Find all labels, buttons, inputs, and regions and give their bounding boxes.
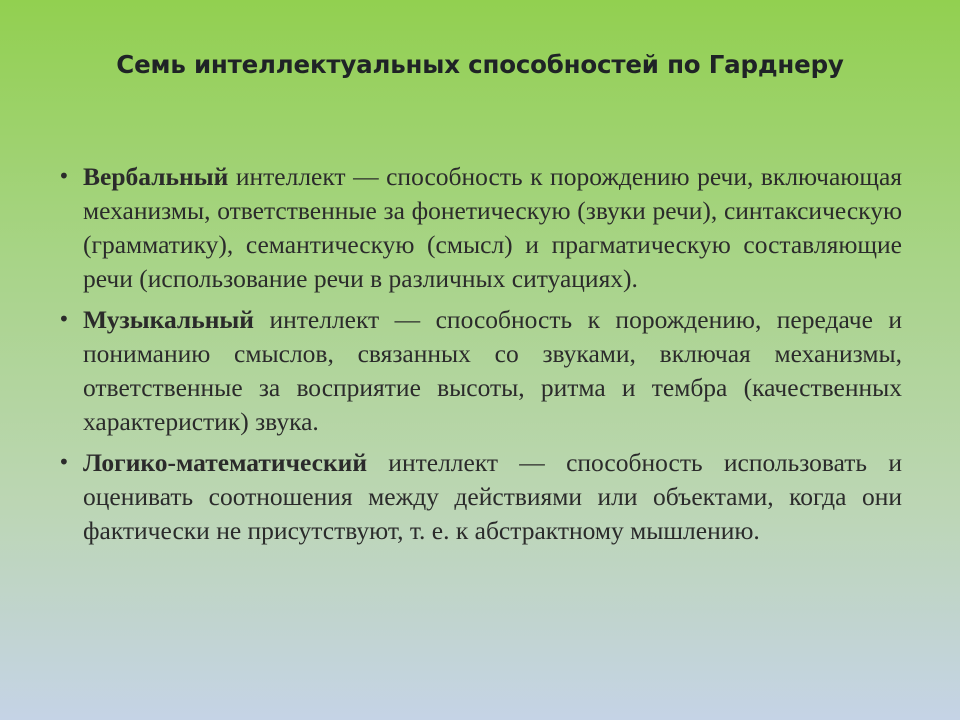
bullet-item-logical-mathematical <box>56 446 902 548</box>
bullet-term: Вербальный <box>83 162 229 191</box>
bullet-text: интеллект — способность использовать и оценивать соотношения между действиями или объектами, когда они фактически не присутствуют, т. е. к абстрактному мышлению. <box>83 448 902 545</box>
bullet-text: интеллект — способность к порождению речи, включающая механизмы, ответственные за фонетическую (звуки речи), синтаксическую (грамматику), семантическую (смысл) и прагматическую составляющие речи (использование речи в различных ситуациях). <box>83 162 902 293</box>
bullet-item-verbal <box>56 160 902 296</box>
bullet-term: Логико-математический <box>83 448 368 477</box>
bullet-dot-icon: • <box>58 450 70 474</box>
bullet-dot-icon: • <box>58 307 70 331</box>
bullet-text: интеллект — способность к порождению, передаче и пониманию смыслов, связанных со звуками, включая механизмы, ответственные за восприятие высоты, ритма и тембра (качественных характеристик) звука. <box>83 305 902 436</box>
bullet-list <box>56 160 902 555</box>
bullet-item-musical <box>56 303 902 439</box>
bullet-term: Музыкальный <box>83 305 255 334</box>
slide-title: Семь интеллектуальных способностей по Гарднеру <box>116 50 844 79</box>
bullet-dot-icon: • <box>58 164 70 188</box>
